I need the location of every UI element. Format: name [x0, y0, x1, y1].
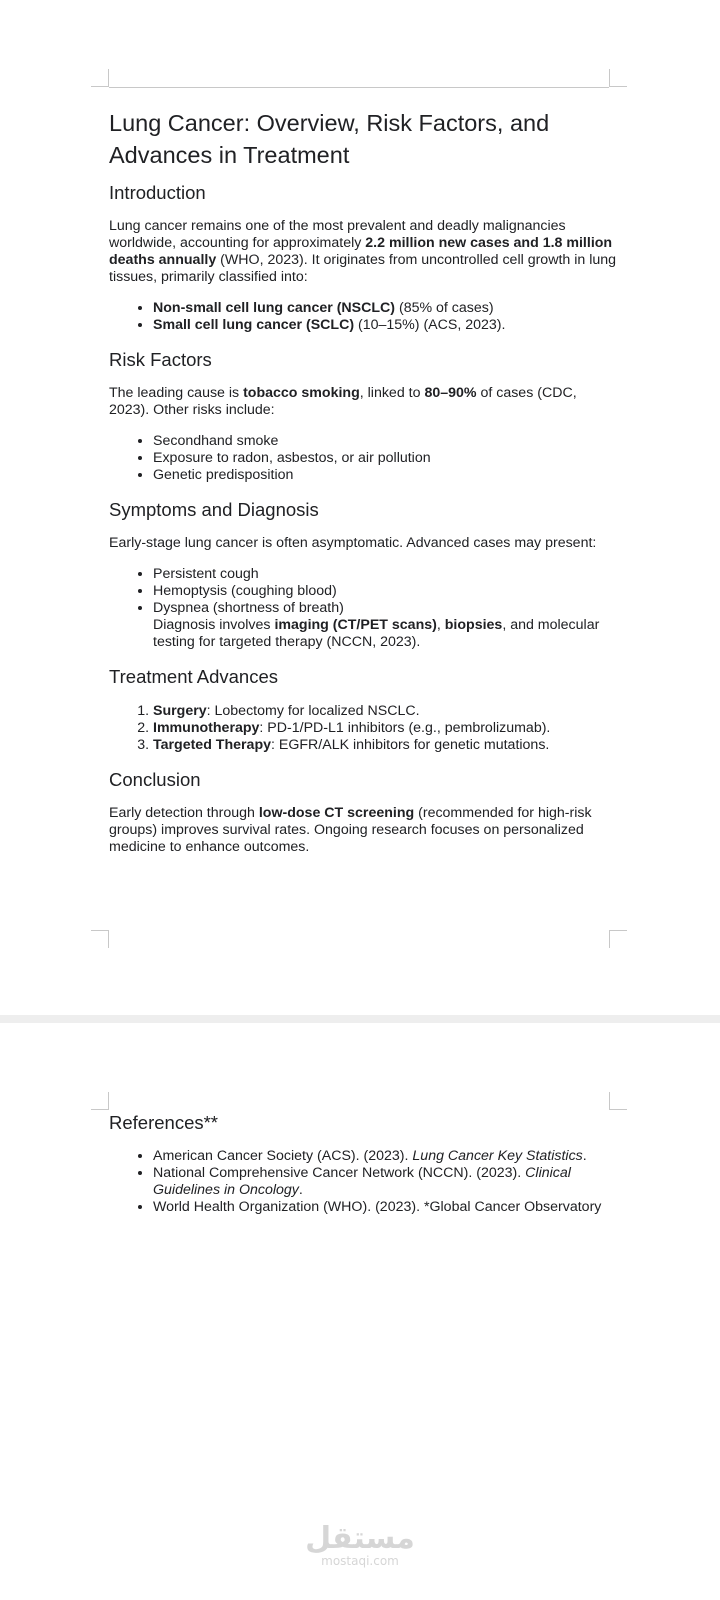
reference-item: • American Cancer Society (ACS). (2023). Lung Cancer Key Statistics. [153, 1148, 619, 1165]
diagnosis-text: Diagnosis involves imaging (CT/PET scans), biopsies, and molecular testing for targeted therapy (NCCN, 2023). [153, 617, 600, 650]
heading-conclusion: Conclusion [109, 769, 201, 790]
list-item: • Hemoptysis (coughing blood) [153, 583, 619, 600]
margin-corner-top-left [91, 69, 109, 87]
list-item: 2. Immunotherapy: PD-1/PD-L1 inhibitors (e.g., pembrolizumab). [153, 720, 619, 737]
intro-paragraph: Lung cancer remains one of the most prevalent and deadly malignancies worldwide, accounting for approximately 2.2 million new cases and 1.8 million deaths annually (WHO, 2023). It originates from uncontrolled cell growth in lung tissues, primarily classified into: [109, 218, 617, 285]
heading-references: References** [109, 1112, 219, 1133]
symptoms-paragraph: Early-stage lung cancer is often asymptomatic. Advanced cases may present: [109, 535, 597, 551]
treatments-list [109, 703, 619, 754]
watermark [0, 1521, 720, 1568]
page-1-body[interactable] [109, 107, 619, 856]
margin-corner-top-right [609, 69, 627, 87]
margin-corner-top-left [91, 1092, 109, 1110]
heading-risk-factors: Risk Factors [109, 349, 212, 370]
risks-list [109, 433, 619, 484]
watermark-site: mostaqi.com [321, 1554, 399, 1568]
list-item: • Exposure to radon, asbestos, or air pollution [153, 450, 619, 467]
cancer-types-list [109, 300, 619, 334]
list-item: • Non-small cell lung cancer (NSCLC) (85% of cases) [153, 300, 619, 317]
list-item: • Small cell lung cancer (SCLC) (10–15%) (ACS, 2023). [153, 317, 619, 334]
risk-paragraph: The leading cause is tobacco smoking, linked to 80–90% of cases (CDC, 2023). Other risks include: [109, 385, 577, 418]
reference-item: • World Health Organization (WHO). (2023). *Global Cancer Observatory [153, 1199, 619, 1216]
conclusion-paragraph: Early detection through low-dose CT screening (recommended for high-risk groups) improves survival rates. Ongoing research focuses on personalized medicine to enhance outcomes. [109, 805, 592, 855]
document-title: Lung Cancer: Overview, Risk Factors, and Advances in Treatment [109, 110, 550, 168]
references-list [109, 1148, 619, 1216]
heading-treatment-advances: Treatment Advances [109, 666, 278, 687]
heading-symptoms-diagnosis: Symptoms and Diagnosis [109, 499, 319, 520]
reference-item: • National Comprehensive Cancer Network (NCCN). (2023). Clinical Guidelines in Oncology. [153, 1165, 619, 1199]
list-item: 3. Targeted Therapy: EGFR/ALK inhibitors for genetic mutations. [153, 737, 619, 754]
list-item: 1. Surgery: Lobectomy for localized NSCLC. [153, 703, 619, 720]
page-break-gap [0, 1015, 720, 1023]
margin-corner-bottom-right [609, 930, 627, 948]
list-item: • Secondhand smoke [153, 433, 619, 450]
list-item: • Genetic predisposition [153, 467, 619, 484]
heading-introduction: Introduction [109, 182, 206, 203]
watermark-logo: مستقل [305, 1521, 415, 1556]
margin-corner-bottom-left [91, 930, 109, 948]
page-2-body[interactable] [109, 1111, 619, 1216]
document-page-2 [0, 1023, 720, 1600]
list-item: • Persistent cough [153, 566, 619, 583]
symptoms-list [109, 566, 619, 651]
margin-corner-top-right [609, 1092, 627, 1110]
list-item: • Dyspnea (shortness of breath) Diagnosis involves imaging (CT/PET scans), biopsies, and molecular testing for targeted therapy (NCCN, 2023). [153, 600, 619, 651]
header-margin-line [109, 87, 609, 88]
